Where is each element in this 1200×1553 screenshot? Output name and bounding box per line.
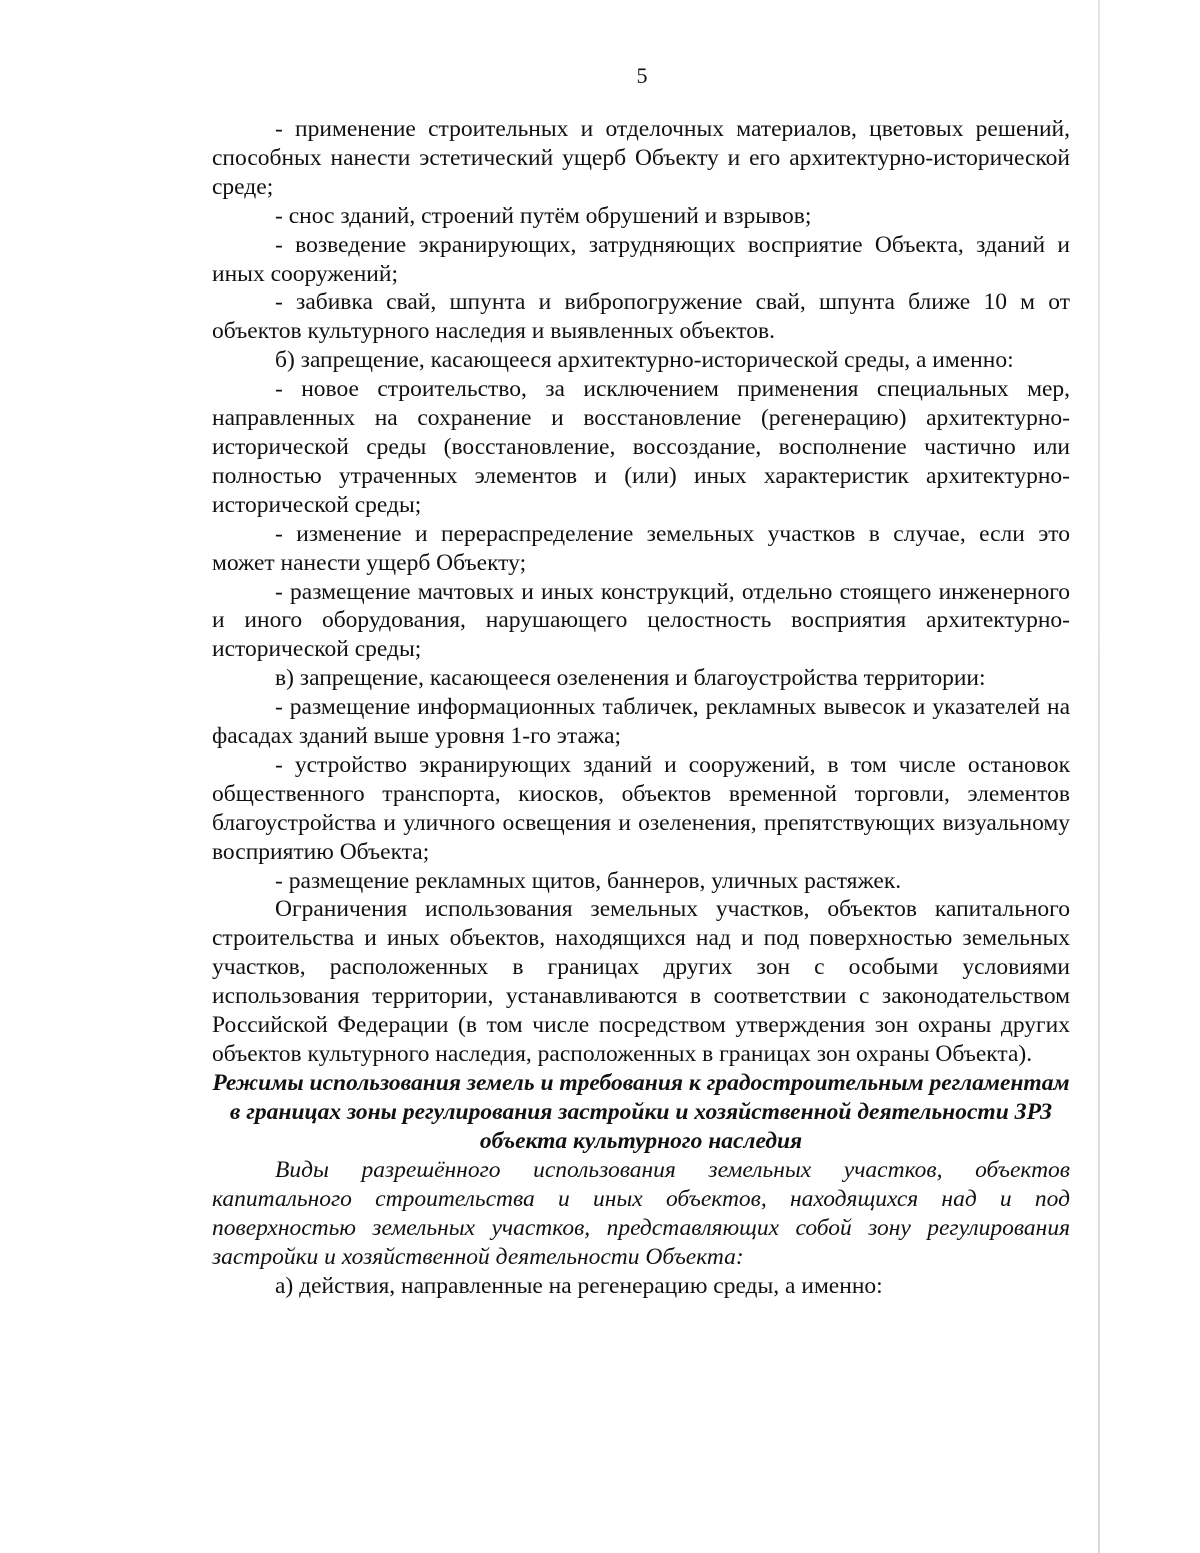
paragraph: б) запрещение, касающееся архитектурно-исторической среды, а именно: <box>275 347 1014 374</box>
document-body <box>212 115 1070 1300</box>
paragraph: - забивка свай, шпунта и вибропогружение свай, шпунта ближе 10 м от объектов культурного наследия и выявленных объектов. <box>212 289 1070 345</box>
italic-paragraph: Виды разрешённого использования земельных участков, объектов капитального строительства и иных объектов, находящихся над и под поверхностью земельных участков, представляющих собой зону регулирования застройки и хозяйственной деятельности Объекта: <box>212 1156 1070 1270</box>
paragraph: - изменение и перераспределение земельных участков в случае, если это может нанести ущерб Объекту; <box>212 520 1070 576</box>
section-heading: Режимы использования земель и требования к градостроительным регламентам в границах зоны регулирования застройки и хозяйственной деятельности ЗРЗ объекта культурного наследия <box>212 1069 1070 1154</box>
paragraph: - устройство экранирующих зданий и сооружений, в том числе остановок общественного транспорта, киосков, объектов временной торговли, элементов благоустройства и уличного освещения и озеленения, препятствующих визуальному восприятию Объекта; <box>212 751 1070 865</box>
paragraph: - возведение экранирующих, затрудняющих восприятие Объекта, зданий и иных сооружений; <box>212 231 1070 287</box>
page-number: 5 <box>636 63 648 88</box>
paragraph: - размещение информационных табличек, рекламных вывесок и указателей на фасадах зданий выше уровня 1-го этажа; <box>212 694 1070 750</box>
paragraph: в) запрещение, касающееся озеленения и благоустройства территории: <box>275 665 986 692</box>
paragraph: - снос зданий, строений путём обрушений и взрывов; <box>275 202 812 229</box>
paragraph: - новое строительство, за исключением применения специальных мер, направленных на сохранение и восстановление (регенерацию) архитектурно-исторической среды (восстановление, воссоздание, восполнение частично или полностью утраченных элементов и (или) иных характеристик архитектурно-исторической среды; <box>212 376 1070 518</box>
paragraph: а) действия, направленные на регенерацию среды, а именно: <box>275 1272 883 1299</box>
page-edge-shadow <box>1098 0 1100 1553</box>
paragraph: - размещение мачтовых и иных конструкций, отдельно стоящего инженерного и иного оборудования, нарушающего целостность восприятия архитектурно-исторической среды; <box>212 578 1070 663</box>
paragraph: - размещение рекламных щитов, баннеров, уличных растяжек. <box>275 867 902 894</box>
paragraph: Ограничения использования земельных участков, объектов капитального строительства и иных объектов, находящихся над и под поверхностью земельных участков, расположенных в границах других зон с особыми условиями использования территории, устанавливаются в соответствии с законодательством Российской Федерации (в том числе посредством утверждения зон охраны других объектов культурного наследия, расположенных в границах зон охраны Объекта). <box>212 896 1070 1067</box>
paragraph: - применение строительных и отделочных материалов, цветовых решений, способных нанести эстетический ущерб Объекту и его архитектурно-исторической среде; <box>212 116 1070 200</box>
